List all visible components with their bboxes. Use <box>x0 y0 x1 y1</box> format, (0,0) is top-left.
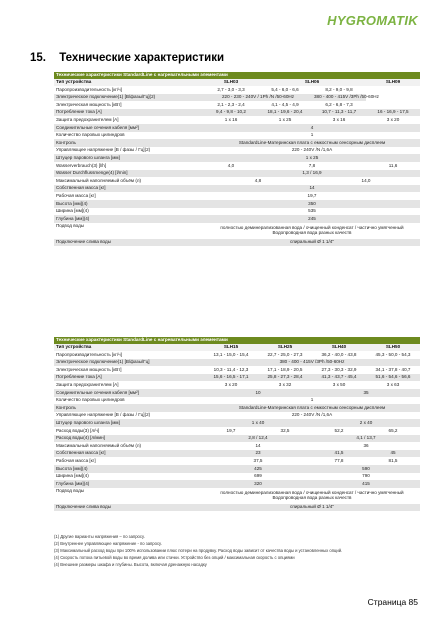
row-value: 2,7 - 3,0 - 3,3 <box>204 86 258 94</box>
row-value: 45 <box>366 450 420 458</box>
row-value: 10,7 - 11,3 - 11,7 <box>312 109 366 117</box>
row-label: Штуцер парового шланга [мм] <box>54 154 204 162</box>
table-row <box>54 389 420 397</box>
column-header: Тип устройства <box>54 344 204 352</box>
table-row <box>54 116 420 124</box>
table-row <box>54 427 420 435</box>
row-value: 2,8 / 12,4 <box>204 435 312 443</box>
footnote: (4) Скорость потока питьевой воды во время долива или стачки. Устройство без опций / максимальная скорость с опциями <box>54 555 295 560</box>
row-value: 14 <box>204 185 420 193</box>
row-label: Собственная масса [кг] <box>54 185 204 193</box>
row-label: Электрическое подключение(1) [В/фазы/Гц] <box>54 359 204 367</box>
row-label: Контроль <box>54 404 204 412</box>
row-value: 220 - 240V /N /1,6A <box>204 412 420 420</box>
section-caption: Технические характеристики StandardLine с нагревательными элементами <box>54 72 420 79</box>
table-row <box>54 223 420 239</box>
row-value: 4,1 - 4,5 - 4,9 <box>258 101 312 109</box>
row-value: 11,6 <box>366 162 420 170</box>
row-value: 27,3 - 30,3 - 32,9 <box>312 366 366 374</box>
row-label: Wasserverbrauch(3) [l/h] <box>54 162 204 170</box>
footnote: (4) Внешние размеры шкафа и глубины. Высота, включая дренажную насадку <box>54 562 207 567</box>
row-value: 3 х 20 <box>366 116 420 124</box>
row-label: Контроль <box>54 139 204 147</box>
row-value: 790 <box>312 473 420 481</box>
row-value: StandardLine-Материнская плата с емкостным сенсорным дисплеем <box>204 404 420 412</box>
row-label: Потребление тока [А] <box>54 374 204 382</box>
row-label: Потребление тока [А] <box>54 109 204 117</box>
table-row <box>54 239 420 247</box>
table-row <box>54 147 420 155</box>
row-label: Подвод воды <box>54 488 204 504</box>
row-value: 6,2 - 6,8 - 7,3 <box>312 101 366 109</box>
row-value: 415 <box>312 480 420 488</box>
section-title: Технические характеристики <box>59 52 225 64</box>
row-label: Расход воды(3) [л/ч] <box>54 427 204 435</box>
row-value: 4,1 / 13,7 <box>312 435 420 443</box>
table-row <box>54 154 420 162</box>
row-value: 14,0 <box>312 177 420 185</box>
row-label: Wasser Durchflussmenge(4) [l/min] <box>54 170 204 178</box>
row-value: 3 х 63 <box>366 381 420 389</box>
row-label: Высота [мм](4) <box>54 200 204 208</box>
row-value: 36 <box>312 442 420 450</box>
row-value: 5,4 - 6,0 - 6,6 <box>258 86 312 94</box>
row-value: 4 <box>204 124 420 132</box>
row-value: полностью деминерализованная вода / очищенный конденсат / частично умягченный Водопроводная вода разных качеств <box>204 223 420 239</box>
column-header: SLH25 <box>258 344 312 352</box>
row-value: 220 - 230 - 240V / 1Ph /N /50-60Hz <box>204 94 312 102</box>
table-row <box>54 215 420 223</box>
section-heading <box>30 52 224 64</box>
row-value: 220 - 240V /N /1,6A <box>204 147 420 155</box>
row-label: Подключение слива воды <box>54 239 204 247</box>
row-label: Рабочая масса [кг] <box>54 457 204 465</box>
row-label: Количество паровых цилиндров <box>54 132 204 140</box>
footnote: (3) Максимальный расход воды при 100% использовании плюс потери на продувку. Расход воды зависит от качества воды и установленных опций. <box>54 548 343 553</box>
footnotes <box>54 533 420 568</box>
column-header: SLH15 <box>204 344 258 352</box>
row-label: Глубина [мм](4) <box>54 215 204 223</box>
row-label: Рабочая масса [кг] <box>54 192 204 200</box>
row-label: Собственная масса [кг] <box>54 450 204 458</box>
row-value: 350 <box>204 200 420 208</box>
table-row <box>54 351 420 359</box>
row-label: Расход воды(4) [л/мин] <box>54 435 204 443</box>
row-label: Управляющее напряжение [В / фазы / Гц](2) <box>54 147 204 155</box>
table-row <box>54 101 420 109</box>
row-value: 4,0 <box>204 162 258 170</box>
row-value: 9,4 - 9,8 - 10,2 <box>204 109 258 117</box>
row-value: 3 х 32 <box>258 381 312 389</box>
row-value: 699 <box>204 473 312 481</box>
table-row <box>54 162 420 170</box>
row-label: Глубина [мм](4) <box>54 480 204 488</box>
footnote: (2) Внутреннее управляющее напряжение - по запросу. <box>54 541 162 546</box>
row-value: 425 <box>204 465 312 473</box>
table-row <box>54 185 420 193</box>
row-value: 4,8 <box>204 177 312 185</box>
table-row <box>54 442 420 450</box>
row-value: 41,3 - 43,7 - 45,4 <box>312 374 366 382</box>
row-value: 13,1 - 15,0 - 15,4 <box>204 351 258 359</box>
row-value: 1,3 / 16,9 <box>204 170 420 178</box>
table-row <box>54 465 420 473</box>
row-value: 1 <box>204 397 420 405</box>
column-header: SLH06 <box>258 79 366 87</box>
page-number: Страница 85 <box>367 597 418 607</box>
footnote: (1) Другие варианты напряжения – по запросу. <box>54 534 145 539</box>
row-label: Паропроизводительность [кг/ч] <box>54 351 204 359</box>
row-label: Подключение слива воды <box>54 504 204 512</box>
row-label: Количество паровых цилиндров <box>54 397 204 405</box>
table-row <box>54 457 420 465</box>
table-header-row <box>54 344 420 352</box>
row-label: Защита предохранителем [А] <box>54 116 204 124</box>
column-header: SLH40 <box>312 344 366 352</box>
row-label: Максимальный наполняемый объём (л) <box>54 442 204 450</box>
table-row <box>54 404 420 412</box>
row-value: 10,3 - 11,4 - 12,3 <box>204 366 258 374</box>
table-row <box>54 208 420 216</box>
row-label: Высота [мм](4) <box>54 465 204 473</box>
row-value: 1 х 25 <box>204 154 420 162</box>
section-number: 15. <box>30 52 46 64</box>
row-label: Штуцер парового шланга [мм] <box>54 419 204 427</box>
row-value: 8,2 - 9,0 - 9,8 <box>312 86 366 94</box>
row-value: 81,5 <box>366 457 420 465</box>
brand-logo: HYGROMATIK <box>327 13 418 28</box>
table-row <box>54 488 420 504</box>
row-value: 77,8 <box>312 457 366 465</box>
section-caption: Технические характеристики StandardLine с нагревательными элементами <box>54 337 420 344</box>
row-value: 2,1 - 2,3 - 2,4 <box>204 101 258 109</box>
row-value: 14 <box>204 442 312 450</box>
table-row <box>54 419 420 427</box>
column-header: SLH50 <box>366 344 420 352</box>
column-header: SLH03 <box>204 79 258 87</box>
row-value: 41,5 <box>312 450 366 458</box>
table-row <box>54 412 420 420</box>
table-row <box>54 132 420 140</box>
table-row <box>54 473 420 481</box>
row-value: 25,8 - 27,3 - 28,4 <box>258 374 312 382</box>
row-value: 15,6 - 16,5 - 17,1 <box>204 374 258 382</box>
row-label: Подвод воды <box>54 223 204 239</box>
row-label: Управляющее напряжение [В / фазы / Гц](2) <box>54 412 204 420</box>
table-row <box>54 397 420 405</box>
row-value: 52,2 <box>312 427 366 435</box>
row-value: 37,5 <box>204 457 312 465</box>
row-value: 320 <box>204 480 312 488</box>
table-row <box>54 139 420 147</box>
column-header: Тип устройства <box>54 79 204 87</box>
row-label: Электрическая мощность [кВт] <box>54 101 204 109</box>
row-value: 7,8 <box>258 162 366 170</box>
row-value: 19,7 <box>204 427 258 435</box>
row-value: 19,7 <box>204 192 420 200</box>
row-value: 35 <box>312 389 420 397</box>
row-value: спиральный Ø 1 1/4" <box>204 239 420 247</box>
row-value: 535 <box>204 208 420 216</box>
row-value: 45,3 - 50,0 - 54,3 <box>366 351 420 359</box>
row-value: 380 - 400 - 415V /3Ph /50-60Hz <box>204 359 420 367</box>
column-header: SLH09 <box>366 79 420 87</box>
row-label: Ширина [мм](4) <box>54 473 204 481</box>
table-row <box>54 435 420 443</box>
row-value: 2 х 40 <box>312 419 420 427</box>
table-row <box>54 94 420 102</box>
row-value: 16 - 16,9 - 17,5 <box>366 109 420 117</box>
table-row <box>54 374 420 382</box>
row-value: 3 х 20 <box>204 381 258 389</box>
row-label: Паропроизводительность [кг/ч] <box>54 86 204 94</box>
table-row <box>54 86 420 94</box>
row-value: 1 х 16 <box>204 116 258 124</box>
row-value: 3 х 50 <box>312 381 366 389</box>
table-row <box>54 192 420 200</box>
row-label: Электрическое подключение(1) [В/фазы/Гц](2) <box>54 94 204 102</box>
table-row <box>54 200 420 208</box>
table-row <box>54 124 420 132</box>
row-label: Соединительные сечения кабеля [мм²] <box>54 124 204 132</box>
row-value: 22,7 - 25,0 - 27,3 <box>258 351 312 359</box>
row-value: 18,1 - 19,6 - 20,4 <box>258 109 312 117</box>
table-row <box>54 109 420 117</box>
row-value: 51,6 - 54,6 - 56,6 <box>366 374 420 382</box>
row-value: 17,1 - 18,9 - 20,5 <box>258 366 312 374</box>
table-row <box>54 366 420 374</box>
row-label: Ширина [мм](4) <box>54 208 204 216</box>
table-row <box>54 450 420 458</box>
row-value: 10 <box>204 389 312 397</box>
row-value: StandardLine-Материнская плата с емкостным сенсорным дисплеем <box>204 139 420 147</box>
table-header-row <box>54 79 420 87</box>
row-value: 34,1 - 37,8 - 40,7 <box>366 366 420 374</box>
table-row <box>54 504 420 512</box>
row-value: 380 - 400 - 415V /3Ph /50-60Hz <box>312 94 366 102</box>
row-value: 1 х 40 <box>204 419 312 427</box>
row-value: 36,2 - 40,0 - 43,8 <box>312 351 366 359</box>
row-value: 590 <box>312 465 420 473</box>
row-label: Электрическая мощность [кВт] <box>54 366 204 374</box>
table-row <box>54 359 420 367</box>
table-row <box>54 170 420 178</box>
row-value: 65,2 <box>366 427 420 435</box>
row-value: полностью деминерализованная вода / очищенный конденсат / частично умягченный Водопроводная вода разных качеств <box>204 488 420 504</box>
table-row <box>54 177 420 185</box>
row-value: 32,5 <box>258 427 312 435</box>
row-value: 245 <box>204 215 420 223</box>
row-label: Максимальный наполняемый объём (л) <box>54 177 204 185</box>
spec-table-2 <box>54 337 420 511</box>
table-row <box>54 381 420 389</box>
spec-table-1 <box>54 72 420 246</box>
row-label: Защита предохранителем [А] <box>54 381 204 389</box>
row-value: 3 х 16 <box>312 116 366 124</box>
row-value: 1 х 25 <box>258 116 312 124</box>
row-value: спиральный Ø 1 1/4" <box>204 504 420 512</box>
row-label: Соединительные сечения кабеля [мм²] <box>54 389 204 397</box>
table-row <box>54 480 420 488</box>
row-value: 23 <box>204 450 312 458</box>
row-value: 1 <box>204 132 420 140</box>
